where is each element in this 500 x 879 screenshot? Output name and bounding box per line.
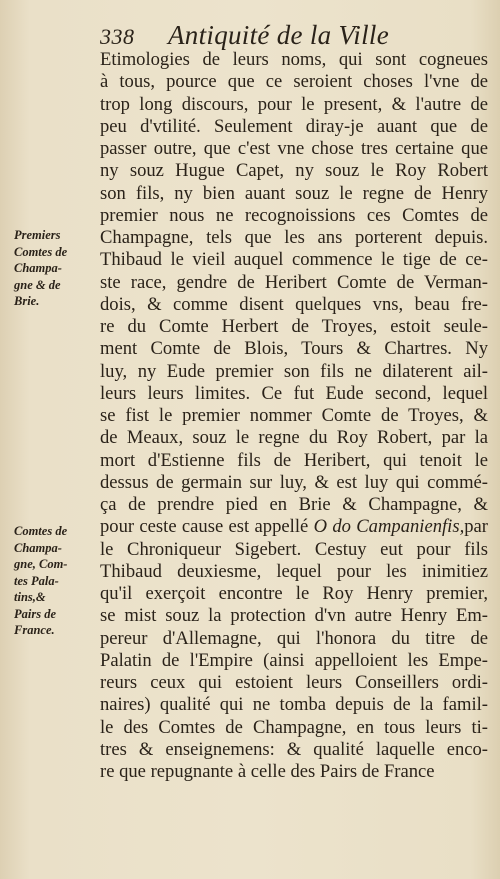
page-number: 338 [100, 24, 135, 49]
text-line: se fist le premier nommer Comte de Troyes, & [100, 405, 488, 426]
margin-note-premiers-comtes [14, 227, 94, 310]
text-line: dois, & comme disent quelques vns, beau fre- [100, 293, 488, 315]
text-line: son fils, ny bien auant souz le regne de Henry [100, 182, 488, 204]
margin-note-line: Brie. [14, 294, 40, 308]
body-text [100, 49, 488, 783]
text-line: Etimologies de leurs noms, qui sont cogneues [100, 49, 488, 70]
text-line: de Meaux, souz le regne du Roy Robert, par la [100, 427, 488, 449]
text-line: à tous, pource que ce seroient choses l'vne de [100, 71, 488, 93]
running-title: Antiquité de la Ville [168, 20, 389, 50]
text-line: dessus de germain sur luy, & est luy qui commé- [100, 471, 488, 493]
text-line: re du Comte Herbert de Troyes, estoit seule- [100, 316, 488, 337]
margin-note-line: Champa- [14, 540, 62, 555]
text-line: Thibaud le vieil auquel commence le tige de ce- [100, 249, 488, 271]
text-line: Thibaud deuxiesme, lequel pour les inimitiez [100, 560, 488, 582]
text-line: Palatin de l'Empire (ainsi appelloient les Empe- [100, 649, 488, 671]
text-line: trop long discours, pour le present, & l'autre de [100, 93, 488, 115]
margin-note-comtes-palatins [14, 523, 94, 639]
text-line: peu d'vtilité. Seulement diray-je auant que de [100, 115, 488, 137]
text-line: reurs ceux qui estoient leurs Conseillers ordi- [100, 672, 488, 693]
margin-note-line: Premiers [14, 228, 61, 242]
text-line: qu'il exerçoit encontre le Roy Henry premier, [100, 583, 488, 604]
margin-note-line: gne & de [14, 277, 61, 292]
text-line: naires) qualité qui ne tomba depuis de la famil- [100, 694, 488, 716]
text-line: premier nous ne recognoissions ces Comtes de [100, 204, 488, 226]
text-line: mort d'Estienne fils de Heribert, qui tenoit le [100, 449, 488, 471]
text-segment: par [464, 516, 488, 538]
margin-note-line: gne, Com- [14, 557, 68, 571]
margin-note-line: Comtes de [14, 524, 68, 538]
text-line: ste race, gendre de Heribert Comte de Verman- [100, 271, 488, 293]
text-line: leurs leurs limites. Ce fut Eude second, lequel [100, 382, 488, 404]
text-line: luy, ny Eude premier son fils ne dilaterent ail- [100, 360, 488, 382]
text-line: re que repugnante à celle des Pairs de France [100, 761, 435, 782]
text-line: tres & enseignemens: & qualité laquelle enco- [100, 738, 488, 760]
text-line [100, 516, 488, 538]
text-line: ça de prendre pied en Brie & Champagne, & [100, 494, 488, 515]
margin-note-line: Champa- [14, 261, 62, 275]
margin-note-line: tes Pala- [14, 573, 59, 588]
margin-note-line: Pairs de [14, 606, 57, 621]
text-line: passer outre, que c'est vne chose tres certaine que [100, 138, 488, 159]
text-line: le des Comtes de Champagne, en tous leurs ti- [100, 716, 488, 738]
margin-note-line: Comtes de [14, 244, 68, 259]
text-line: ny souz Hugue Capet, ny souz le Roy Robert [100, 160, 488, 182]
italic-citation: O do Campanienfis, [313, 516, 465, 538]
text-line: le Chroniqueur Sigebert. Cestuy eut pour fils [100, 538, 488, 560]
text-line: pereur d'Allemagne, qui l'honora du titre de [100, 627, 488, 649]
text-line: Champagne, tels que les ans porterent depuis. [100, 227, 488, 248]
margin-note-line: tins,& [14, 590, 46, 604]
text-line: se mist souz la protection d'vn autre Henry Em- [100, 605, 488, 627]
page-header [0, 18, 500, 52]
text-line: ment Comte de Blois, Tours & Chartres. Ny [100, 338, 488, 360]
margin-note-line: France. [14, 623, 55, 637]
text-segment: pour ceste cause est appellé [100, 516, 314, 538]
